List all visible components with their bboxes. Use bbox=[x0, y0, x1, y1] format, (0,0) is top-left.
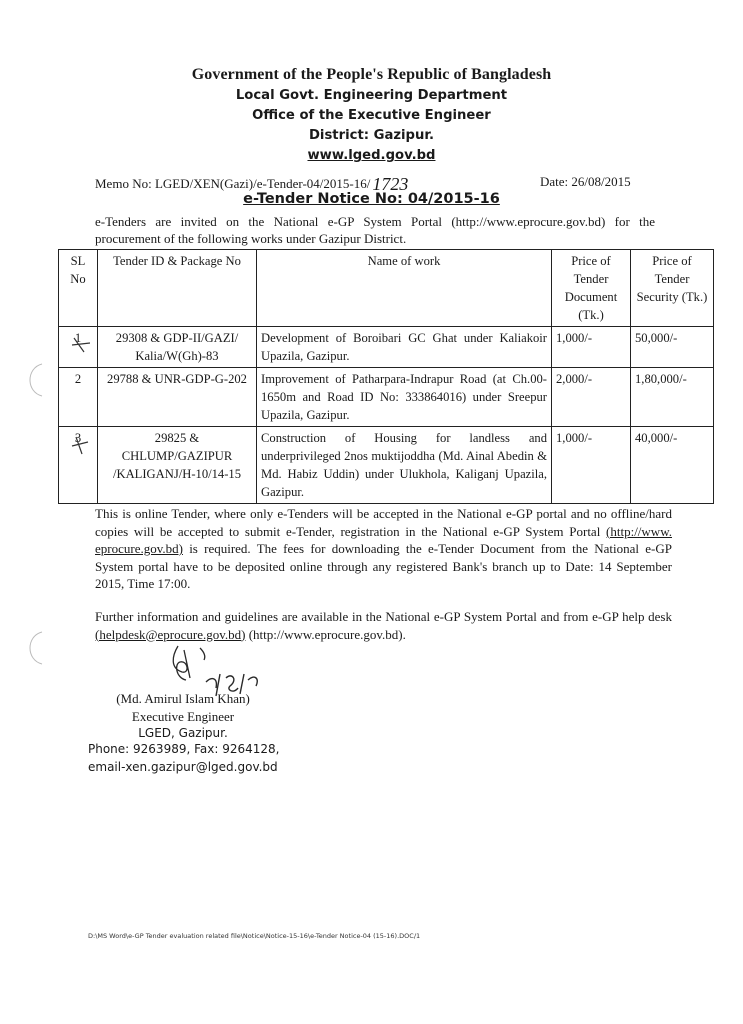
paragraph-text: is required. The fees for downloading the e-Tender Document from the National e-GP System portal have to be deposited online through any registered Bank's branch up to Date: 14 September 2015, Time 17:00. bbox=[95, 541, 672, 591]
table-header-row bbox=[59, 250, 714, 327]
header-department: Local Govt. Engineering Department bbox=[235, 88, 508, 103]
online-tender-paragraph bbox=[95, 505, 672, 593]
row-doc-price: 2,000/- bbox=[552, 368, 631, 427]
row-tender-id: 29788 & UNR-GDP-G-202 bbox=[98, 368, 257, 427]
row-tender-id: 29308 & GDP-II/GAZI/ Kalia/W(Gh)-83 bbox=[98, 327, 257, 368]
header-district: District: Gazipur. bbox=[308, 128, 434, 143]
contact-email: email-xen.gazipur@lged.gov.bd bbox=[88, 760, 278, 774]
table-row bbox=[59, 427, 714, 504]
signature-block bbox=[108, 690, 258, 743]
header-security-price: Price of Tender Security (Tk.) bbox=[631, 250, 714, 327]
row-security-price: 40,000/- bbox=[631, 427, 714, 504]
handwritten-tick-mark-icon bbox=[70, 434, 96, 456]
eprocure-link[interactable]: (http://www. eprocure.gov.bd) bbox=[95, 523, 672, 556]
header-website-link[interactable]: www.lged.gov.bd bbox=[307, 148, 436, 163]
intro-paragraph: e-Tenders are invited on the National e-GP System Portal (http://www.eprocure.gov.bd) for the procurement of the following works under Gazipur District. bbox=[95, 214, 655, 246]
row-security-price: 50,000/- bbox=[631, 327, 714, 368]
contact-block bbox=[88, 740, 279, 776]
punch-hole-mark-icon bbox=[22, 360, 46, 400]
row-doc-price: 1,000/- bbox=[552, 327, 631, 368]
signatory-name: (Md. Amirul Islam Khan) bbox=[116, 691, 250, 706]
row-security-price: 1,80,000/- bbox=[631, 368, 714, 427]
contact-phone: Phone: 9263989, Fax: 9264128, bbox=[88, 742, 280, 756]
paragraph-text: This is online Tender, where only e-Tenders will be accepted in the National e-GP portal and no offline/hard copies will be accepted to submit e-Tender, registration in the National e-GP System Portal bbox=[95, 506, 672, 539]
header-government: Government of the People's Republic of Bangladesh bbox=[191, 66, 552, 83]
notice-title: e-Tender Notice No: 04/2015-16 bbox=[243, 191, 500, 207]
row-tender-id: 29825 & CHLUMP/GAZIPUR /KALIGANJ/H-10/14-15 bbox=[98, 427, 257, 504]
paragraph-text: (http://www.eprocure.gov.bd). bbox=[245, 626, 406, 642]
punch-hole-mark-icon bbox=[22, 628, 46, 668]
table-row bbox=[59, 327, 714, 368]
memo-handwritten-number: 1723 bbox=[372, 174, 409, 194]
header-sl: SL No bbox=[59, 250, 98, 327]
memo-number: Memo No: LGED/XEN(Gazi)/e-Tender-04/2015-16/ bbox=[95, 176, 371, 191]
row-work-name: Improvement of Patharpara-Indrapur Road (at Ch.00-1650m and Road ID No: 333864016) under Sreepur Upazila, Gazipur. bbox=[257, 368, 552, 427]
handwritten-tick-mark-icon bbox=[70, 334, 96, 356]
works-table bbox=[58, 249, 714, 504]
row-work-name: Construction of Housing for landless and underprivileged 2nos muktijoddha (Md. Ainal Abedin & Md. Habiz Uddin) under Ulukhola, Kaliganj Upazila, Gazipur. bbox=[257, 427, 552, 504]
memo-date: Date: 26/08/2015 bbox=[540, 174, 631, 189]
header-doc-price: Price of Tender Document (Tk.) bbox=[552, 250, 631, 327]
row-sl: 2 bbox=[59, 368, 98, 427]
signatory-office: LGED, Gazipur. bbox=[138, 726, 228, 740]
row-sl: 1 bbox=[59, 327, 98, 368]
helpdesk-email-link[interactable]: (helpdesk@eprocure.gov.bd) bbox=[95, 626, 246, 642]
table-row bbox=[59, 368, 714, 427]
header-tender-id: Tender ID & Package No bbox=[98, 250, 257, 327]
memo-line bbox=[95, 172, 408, 193]
paragraph-text: Further information and guidelines are available in the National e-GP System Portal and from e-GP help desk bbox=[95, 609, 672, 624]
file-path-footer: D:\MS Word\e-GP Tender evaluation related file\Notice\Notice-15-16\e-Tender Notice-04 (15-16).DOC/1 bbox=[88, 932, 421, 940]
signatory-title: Executive Engineer bbox=[131, 708, 235, 724]
row-work-name: Development of Boroibari GC Ghat under Kaliakoir Upazila, Gazipur. bbox=[257, 327, 552, 368]
header-office: Office of the Executive Engineer bbox=[252, 108, 491, 123]
header-work-name: Name of work bbox=[257, 250, 552, 327]
row-sl: 3 bbox=[59, 427, 98, 504]
row-doc-price: 1,000/- bbox=[552, 427, 631, 504]
